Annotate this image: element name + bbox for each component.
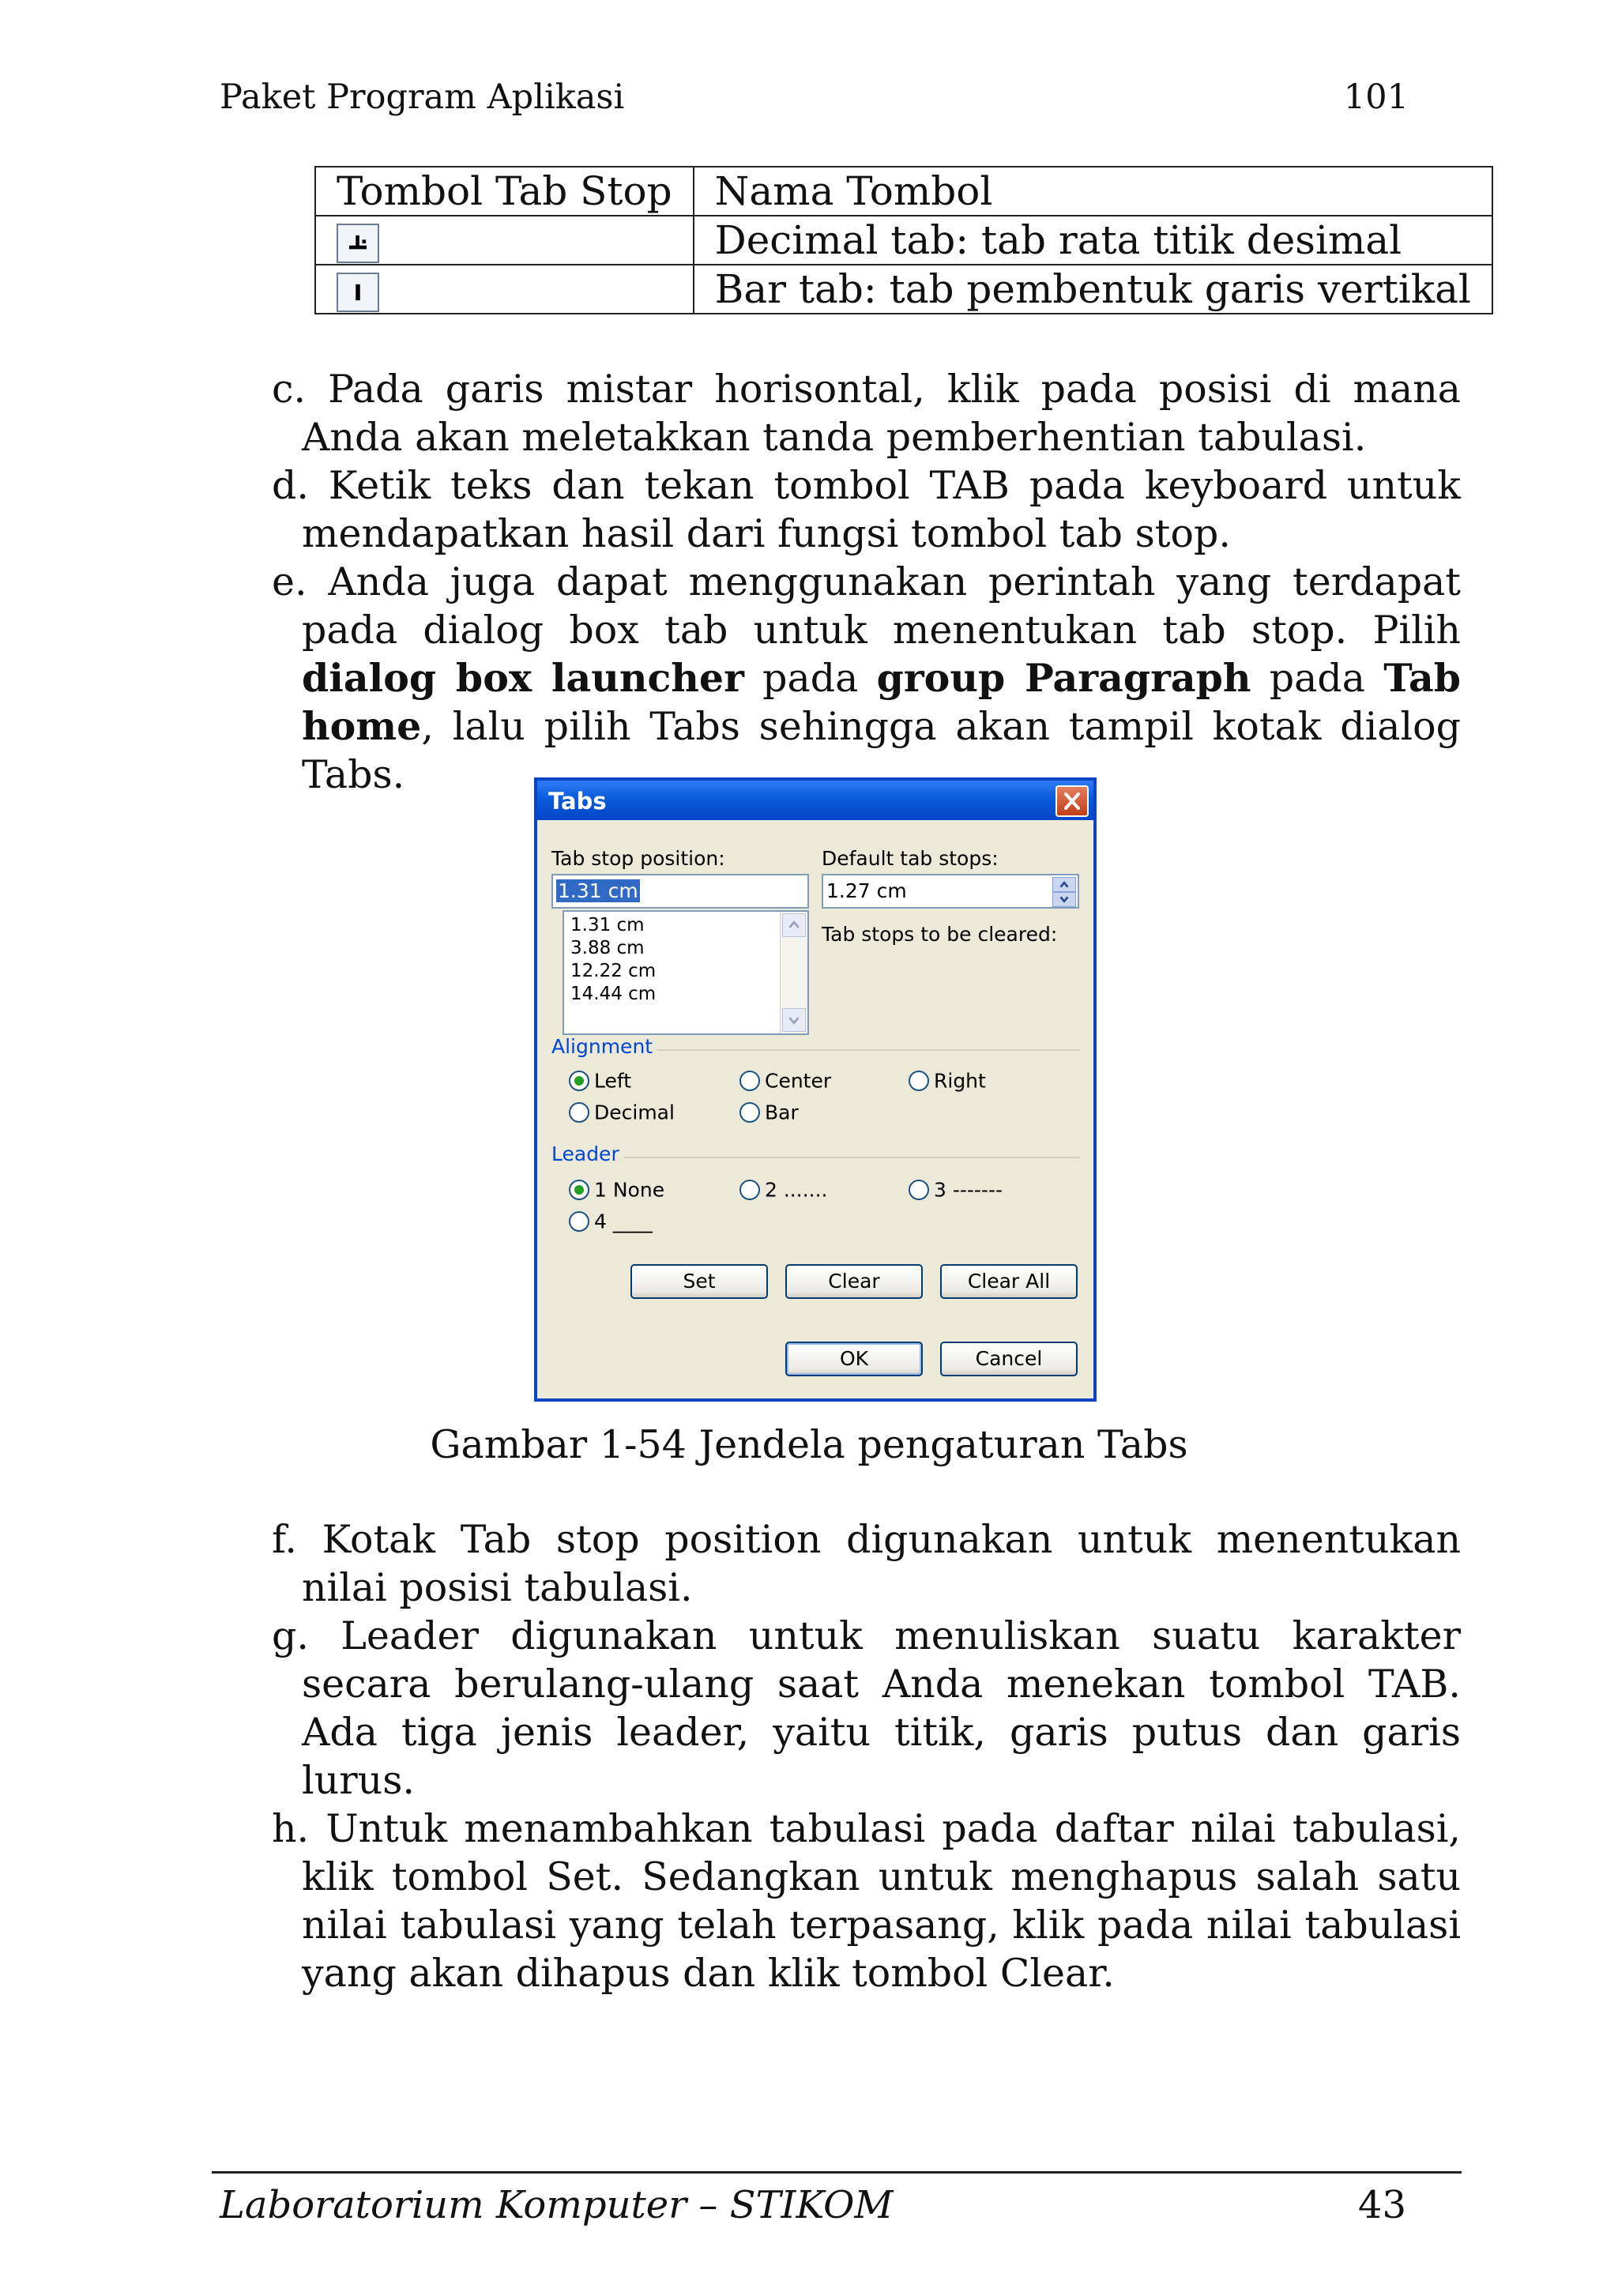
tabs-dialog xyxy=(534,777,1097,1402)
list-item: c. Pada garis mistar horisontal, klik pada posisi di mana Anda akan meletakkan tanda pemberhentian tabulasi. xyxy=(272,367,1462,460)
dialog-title: Tabs xyxy=(548,788,607,815)
tab-stop-table xyxy=(314,166,1493,314)
steps-top xyxy=(272,365,1461,799)
table-header-cell: Tombol Tab Stop xyxy=(315,167,694,216)
bar-tab-icon xyxy=(337,273,379,312)
radio-icon xyxy=(909,1180,929,1200)
list-item: h. Untuk menambahkan tabulasi pada daftar nilai tabulasi, klik tombol Set. Sedangkan untuk menghapus salah satu nilai tabulasi yang telah terpasang, klik pada nilai tabulasi yang akan dihapus dan klik tombol Clear. xyxy=(272,1806,1461,1996)
scroll-down-icon[interactable] xyxy=(782,1008,806,1032)
close-button[interactable] xyxy=(1055,785,1089,817)
dialog-titlebar[interactable] xyxy=(537,781,1093,820)
align-decimal-radio[interactable]: Decimal xyxy=(569,1100,675,1124)
steps-bottom xyxy=(272,1515,1461,1997)
footer-page-number: 43 xyxy=(1357,2183,1406,2227)
figure-caption: Gambar 1-54 Jendela pengaturan Tabs xyxy=(430,1422,1188,1467)
clear-button[interactable]: Clear xyxy=(785,1264,923,1299)
tab-stop-position-input[interactable] xyxy=(551,874,809,909)
leader-group-title: Leader xyxy=(551,1142,624,1165)
radio-icon xyxy=(569,1102,589,1123)
list-item[interactable]: 3.88 cm xyxy=(570,938,645,958)
list-item[interactable]: 1.31 cm xyxy=(570,915,645,935)
align-center-radio[interactable]: Center xyxy=(739,1068,831,1093)
default-tab-stops-value: 1.27 cm xyxy=(826,879,907,902)
clear-all-button[interactable]: Clear All xyxy=(940,1264,1078,1299)
decimal-tab-icon xyxy=(337,224,379,263)
spin-down-icon[interactable] xyxy=(1052,892,1076,907)
radio-checked-icon xyxy=(569,1180,589,1200)
list-item[interactable]: 12.22 cm xyxy=(570,961,657,981)
radio-icon xyxy=(739,1180,760,1200)
table-cell: Decimal tab: tab rata titik desimal xyxy=(694,216,1492,265)
default-tab-stops-input[interactable] xyxy=(822,874,1079,909)
leader-3-radio[interactable]: 3 ------- xyxy=(909,1177,1003,1202)
list-item[interactable]: 14.44 cm xyxy=(570,984,657,1004)
leader-divider xyxy=(551,1157,1079,1158)
radio-icon xyxy=(569,1211,589,1232)
table-cell: Bar tab: tab pembentuk garis vertikal xyxy=(694,265,1492,314)
radio-icon xyxy=(909,1071,929,1091)
list-item: g. Leader digunakan untuk menuliskan suatu karakter secara berulang-ulang saat Anda menekan tombol TAB. Ada tiga jenis leader, yaitu titik, garis putus dan garis lurus. xyxy=(272,1613,1462,1803)
list-scrollbar[interactable] xyxy=(780,912,807,1033)
page-header xyxy=(220,77,1409,122)
tab-stops-cleared-label: Tab stops to be cleared: xyxy=(822,923,1058,946)
radio-icon xyxy=(739,1071,760,1091)
tab-stop-position-value: 1.31 cm xyxy=(558,879,638,902)
radio-checked-icon xyxy=(569,1071,589,1091)
tab-stop-position-label: Tab stop position: xyxy=(551,847,725,870)
leader-2-radio[interactable]: 2 ....... xyxy=(739,1177,827,1202)
scroll-up-icon[interactable] xyxy=(782,913,806,937)
set-button[interactable]: Set xyxy=(630,1264,768,1299)
header-page-number: 101 xyxy=(1343,77,1409,117)
radio-icon xyxy=(739,1102,760,1123)
table-row xyxy=(315,216,1492,265)
tab-stop-list[interactable] xyxy=(563,910,809,1035)
list-item: d. Ketik teks dan tekan tombol TAB pada keyboard untuk mendapatkan hasil dari fungsi tombol tab stop. xyxy=(272,463,1461,556)
footer-text: Laboratorium Komputer – STIKOM xyxy=(220,2183,894,2227)
align-left-radio[interactable]: Left xyxy=(569,1068,631,1093)
table-header-row xyxy=(315,167,1492,216)
cancel-button[interactable]: Cancel xyxy=(940,1342,1078,1376)
list-item: f. Kotak Tab stop position digunakan untuk menentukan nilai posisi tabulasi. xyxy=(272,1517,1462,1610)
align-bar-radio[interactable]: Bar xyxy=(739,1100,799,1124)
leader-4-radio[interactable]: 4 ____ xyxy=(569,1209,653,1233)
close-icon xyxy=(1057,787,1087,815)
leader-1-radio[interactable]: 1 None xyxy=(569,1177,664,1202)
ok-button[interactable]: OK xyxy=(785,1342,923,1376)
default-tab-stops-label: Default tab stops: xyxy=(822,847,999,870)
table-row xyxy=(315,265,1492,314)
list-item: e. Anda juga dapat menggunakan perintah yang terdapat pada dialog box tab untuk menentukan tab stop. Pilih dialog box launcher pada group Paragraph pada Tab home, lalu pilih Tabs sehingga akan tampil kotak dialog Tabs. xyxy=(272,559,1462,797)
footer-divider xyxy=(212,2171,1462,2174)
alignment-group-title: Alignment xyxy=(551,1035,657,1058)
default-tab-stops-spinner[interactable] xyxy=(1052,877,1076,907)
spin-up-icon[interactable] xyxy=(1052,877,1076,892)
align-right-radio[interactable]: Right xyxy=(909,1068,986,1093)
header-title: Paket Program Aplikasi xyxy=(220,77,625,117)
table-header-cell: Nama Tombol xyxy=(694,167,1492,216)
